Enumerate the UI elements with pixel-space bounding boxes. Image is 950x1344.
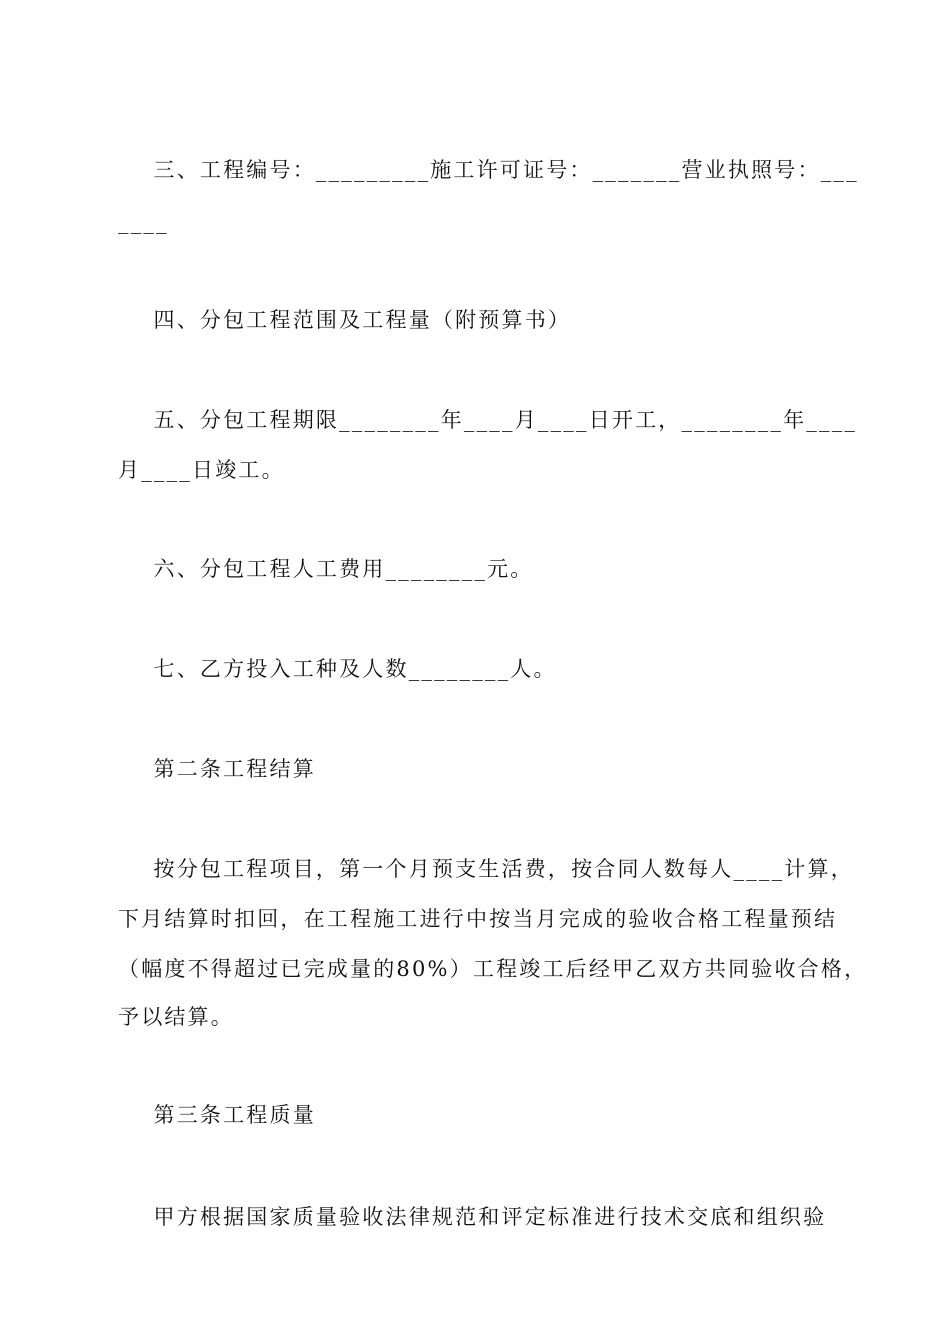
settlement-paragraph-line-1: 按分包工程项目，第一个月预支生活费，按合同人数每人____计算， [118,857,854,881]
article-quality-heading: 第三条工程质量 [118,1103,316,1127]
settlement-paragraph-line-3: （幅度不得超过已完成量的80%）工程竣工后经甲乙双方共同验收合格， [118,957,868,981]
clause-period-continued: 月____日竣工。 [118,458,285,482]
settlement-paragraph-line-2: 下月结算时扣回，在工程施工进行中按当月完成的验收合格工程量预结 [118,907,838,931]
clause-period: 五、分包工程期限________年____月____日开工，________年____ [118,408,858,432]
clause-project-number: 三、工程编号：_________施工许可证号：_______营业执照号：___ [118,158,859,182]
quality-paragraph-line-1: 甲方根据国家质量验收法律规范和评定标准进行技术交底和组织验 [118,1205,827,1229]
settlement-paragraph-line-4: 予以结算。 [118,1005,234,1029]
clause-workers: 七、乙方投入工种及人数________人。 [118,657,557,681]
clause-scope: 四、分包工程范围及工程量（附预算书） [118,308,572,332]
clause-labor-cost: 六、分包工程人工费用________元。 [118,557,534,581]
article-settlement-heading: 第二条工程结算 [118,757,316,781]
clause-project-number-continued: ____ [118,210,169,234]
